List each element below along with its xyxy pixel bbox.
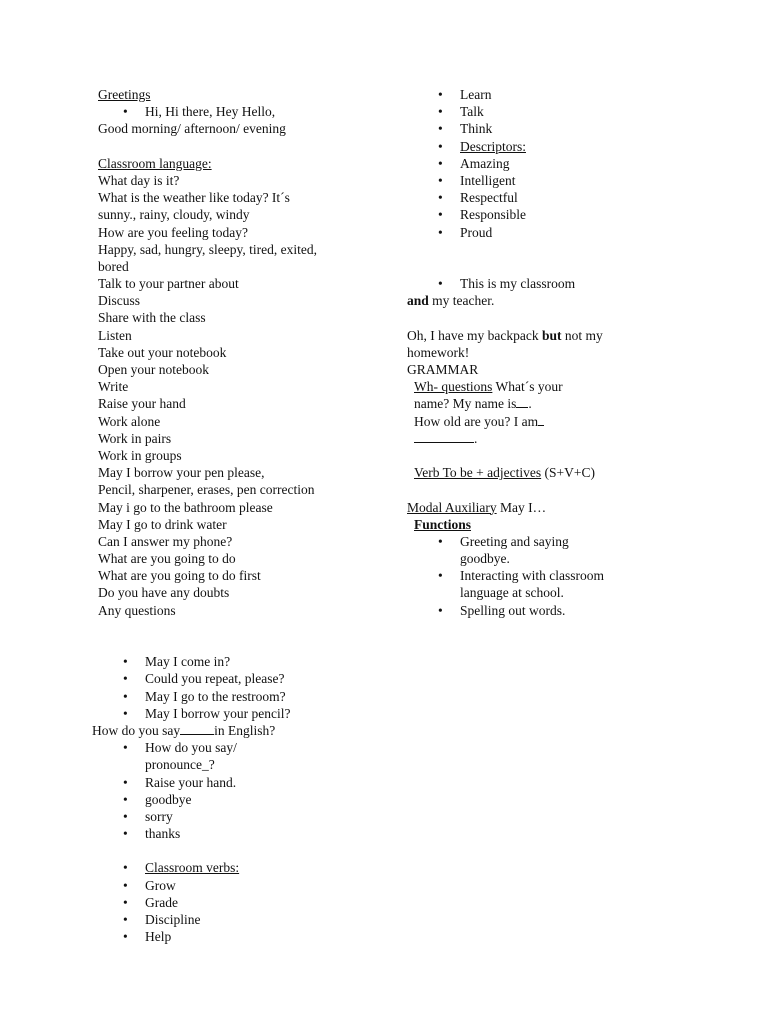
backpack-line [407, 327, 737, 344]
classroom-phrase: What is the weather like today? It´s [98, 190, 290, 206]
age-line [414, 413, 737, 430]
classroom-phrase: May I go to drink water [98, 516, 227, 532]
descriptors-heading: • Descriptors: [460, 138, 737, 155]
classroom-phrase: How are you feeling today? [98, 224, 248, 240]
pronounce-text: pronounce [145, 757, 202, 773]
classroom-phrase: What day is it? [98, 172, 180, 188]
how-do-you-say-line [92, 722, 398, 739]
and-word: and [407, 293, 429, 309]
blank [180, 734, 214, 735]
greetings-bullet: • Hi, Hi there, Hey Hello, [145, 103, 398, 120]
how-say-pre: How do you say [92, 722, 181, 738]
blank [414, 442, 474, 443]
age-text: How old are you? I am [414, 413, 539, 429]
descriptor-bullet: • Responsible [460, 206, 737, 223]
greetings-heading: Greetings [98, 87, 151, 102]
phrase-bullet: • sorry [145, 808, 398, 825]
classroom-language-heading: Classroom language: [98, 155, 212, 171]
phrase-bullet: • thanks [145, 825, 398, 842]
svc-formula: (S+V+C) [541, 465, 595, 481]
function-bullet: • Spelling out words. [460, 602, 737, 619]
verb-bullet: • Grade [145, 894, 398, 911]
descriptor-bullet: • Respectful [460, 189, 737, 206]
classroom-phrase: What are you going to do [98, 551, 236, 567]
classroom-phrase: Talk to your partner about [98, 276, 239, 292]
pronounce-blank: _? [201, 757, 215, 773]
modal-line [407, 499, 737, 516]
functions-heading: Functions [414, 516, 472, 532]
blank [538, 425, 544, 426]
classroom-phrase: Raise your hand [98, 396, 186, 412]
classroom-phrase: Work in pairs [98, 430, 172, 446]
verb-bullet: • Grow [145, 877, 398, 894]
classroom-phrase: Happy, sad, hungry, sleepy, tired, exited, [98, 241, 317, 257]
phrase-bullet: • goodbye [145, 791, 398, 808]
classroom-phrase: Any questions [98, 602, 176, 618]
modal-text: May I… [496, 499, 547, 515]
classroom-phrase: Pencil, sharpener, erases, pen correction [98, 482, 315, 498]
homework-line: homework! [407, 344, 470, 360]
teacher-line [407, 292, 737, 309]
classroom-phrase: Can I answer my phone? [98, 533, 233, 549]
descriptor-bullet: • Amazing [460, 155, 737, 172]
modal-heading: Modal Auxiliary [407, 499, 497, 515]
function-bullet: • Greeting and saying [460, 533, 737, 550]
blank [516, 407, 528, 408]
teacher-text: my teacher. [428, 293, 495, 309]
backpack-post: not my [561, 327, 603, 343]
classroom-phrase: Open your notebook [98, 362, 209, 377]
classroom-phrase: May i go to the bathroom please [98, 499, 273, 515]
action-bullet: • Learn [460, 86, 737, 103]
descriptor-bullet: • Proud [460, 224, 737, 241]
classroom-bullet: • This is my classroom [460, 275, 737, 292]
functions-list [460, 533, 737, 619]
verb-bullet: • Discipline [145, 911, 398, 928]
request-bullet-list [145, 653, 398, 722]
pronounce-bullet-line2 [145, 756, 398, 773]
classroom-phrase: Take out your notebook [98, 344, 227, 360]
name-end: . [528, 396, 532, 412]
age-end: . [474, 430, 478, 446]
phrase-bullet: • Raise your hand. [145, 774, 398, 791]
classroom-phrase: May I borrow your pen please, [98, 465, 265, 481]
wh-text: What´s your [492, 379, 563, 395]
how-say-post: in English? [214, 722, 276, 738]
phrase-bullet-list [145, 774, 398, 843]
classroom-verbs-heading: • Classroom verbs: [145, 859, 398, 876]
classroom-phrase: Work in groups [98, 447, 182, 463]
left-column [92, 86, 398, 945]
classroom-phrase: Work alone [98, 413, 161, 429]
request-bullet: • May I borrow your pencil? [145, 705, 398, 722]
pronounce-bullet-line1: • How do you say/ [145, 739, 398, 756]
verb-to-be: Verb To be + adjectives [414, 465, 542, 481]
classroom-phrase: Discuss [98, 293, 141, 309]
age-answer-line [414, 430, 737, 447]
function-bullet: • Interacting with classroom [460, 567, 737, 584]
classroom-phrase: Write [98, 379, 129, 395]
function-bullet-continuation: goodbye. [460, 551, 510, 567]
request-bullet: • May I go to the restroom? [145, 688, 398, 705]
backpack-pre: Oh, I have my backpack [407, 327, 542, 343]
grammar-heading: GRAMMAR [407, 362, 479, 377]
action-bullet: • Think [460, 120, 737, 137]
but-word: but [541, 327, 562, 343]
classroom-phrase: sunny., rainy, cloudy, windy [98, 207, 250, 223]
classroom-language-list [98, 172, 398, 619]
classroom-verbs-list [145, 877, 398, 946]
classroom-phrase: What are you going to do first [98, 568, 261, 584]
descriptors-list [460, 155, 737, 241]
classroom-phrase: Listen [98, 327, 132, 343]
function-bullet-continuation: language at school. [460, 585, 564, 601]
verb-bullet: • Help [145, 928, 398, 945]
verb-to-be-line [414, 464, 737, 481]
request-bullet: • May I come in? [145, 653, 398, 670]
wh-heading: Wh- questions [414, 379, 493, 395]
name-text: name? My name is [414, 396, 517, 412]
right-column [407, 86, 737, 619]
descriptor-bullet: • Intelligent [460, 172, 737, 189]
classroom-phrase: Share with the class [98, 310, 206, 326]
name-line [414, 395, 737, 412]
action-bullet-list [460, 86, 737, 138]
greetings-line: Good morning/ afternoon/ evening [98, 121, 286, 137]
action-bullet: • Talk [460, 103, 737, 120]
classroom-phrase: bored [98, 258, 129, 274]
wh-questions-line [414, 378, 737, 395]
classroom-phrase: Do you have any doubts [98, 585, 230, 601]
request-bullet: • Could you repeat, please? [145, 670, 398, 687]
